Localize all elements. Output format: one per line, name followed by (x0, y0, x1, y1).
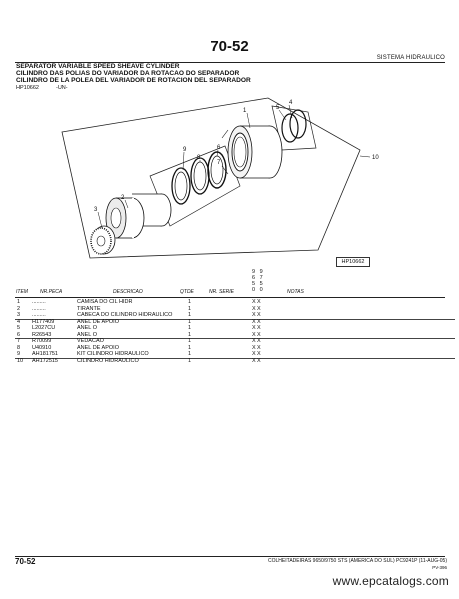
model-9750-mark: X (257, 357, 261, 364)
model-9750-mark: X (257, 344, 261, 351)
model-header-row-3: 5 5 (252, 281, 265, 287)
part-quantity: 1 (188, 305, 192, 312)
cylinder-barrel (222, 126, 282, 178)
callout-1: 1 (243, 108, 247, 114)
part-quantity: 1 (188, 312, 192, 318)
part-quantity: 1 (188, 299, 192, 305)
callout-3: 3 (94, 207, 98, 213)
model-9750-mark: X (257, 351, 261, 357)
model-9750-mark: X (257, 325, 261, 331)
column-header-part: NR.PECA (40, 289, 63, 295)
model-9650-mark: X (252, 344, 256, 351)
table-row (15, 358, 455, 365)
callout-10: 10 (372, 155, 379, 161)
model-9750-mark: X (257, 299, 261, 305)
part-number: ......... (32, 312, 46, 318)
item-number: 7 (17, 338, 21, 344)
model-9650-mark: X (252, 312, 256, 318)
model-9750-mark: X (257, 318, 261, 325)
column-header-notes: NOTAS (287, 289, 304, 295)
model-9750-mark: X (257, 338, 261, 344)
part-number: R70099 (32, 338, 52, 344)
cylinder-head (91, 226, 115, 254)
footer-page-number: 70-52 (15, 557, 36, 566)
callout-6: 6 (217, 145, 221, 151)
part-number: ......... (32, 305, 46, 312)
model-header-row-4: 0 0 (252, 287, 265, 293)
part-quantity: 1 (188, 357, 192, 364)
item-number: 8 (17, 344, 21, 351)
model-header-row-2: 6 7 (252, 275, 265, 281)
item-number: 3 (17, 312, 21, 318)
callout-5: 5 (276, 105, 280, 111)
part-description: VEDACAO (77, 338, 104, 344)
part-quantity: 1 (188, 318, 192, 325)
column-header-description: DESCRICAO (113, 289, 143, 295)
table-header-divider (15, 297, 445, 298)
part-description: ANEL DE APOIO (77, 318, 119, 325)
title-english: SEPARATOR VARIABLE SPEED SHEAVE CYLINDER (16, 63, 180, 70)
part-quantity: 1 (188, 351, 192, 357)
item-number: 4 (17, 318, 21, 325)
model-9650-mark: X (252, 318, 256, 325)
item-number: 6 (17, 331, 21, 338)
callout-9: 9 (183, 147, 187, 153)
part-number: U40910 (32, 344, 52, 351)
callout-7: 7 (217, 160, 221, 166)
part-description: CILINDRO HIDRAULICO (77, 357, 139, 364)
figure-label: HP10662 (336, 257, 370, 267)
model-9650-mark: X (252, 331, 256, 338)
title-spanish: CILINDRO DE LA POLEA DEL VARIADOR DE ROTACION DEL SEPARADOR (16, 77, 251, 84)
model-9650-mark: X (252, 351, 256, 357)
column-header-item: ITEM (16, 289, 28, 295)
part-number: R26543 (32, 331, 52, 338)
item-number: 1 (17, 299, 21, 305)
column-header-qty: QTDE (180, 289, 194, 295)
footer-publication: COLHEITADEIRAS 9650/9750 STS (AMERICA DO SUL) PC9241P (11-AUG-05) (268, 558, 447, 564)
part-description: KIT CILINDRO HIDRAULICO (77, 351, 149, 357)
figure-reference-suffix: -UN- (56, 85, 68, 91)
footer-code: PV-396 (432, 565, 447, 570)
model-9650-mark: X (252, 325, 256, 331)
model-9750-mark: X (257, 312, 261, 318)
part-description: CAMISA DO CIL HIDR (77, 299, 133, 305)
model-9750-mark: X (257, 331, 261, 338)
watermark-link[interactable]: www.epcatalogs.com (332, 574, 449, 588)
model-header-row-1: 9 9 (252, 269, 265, 275)
page-title: 70-52 (210, 38, 249, 55)
section-name: SISTEMA HIDRAULICO (376, 55, 445, 61)
title-portuguese: CILINDRO DAS POLIAS DO VARIADOR DA ROTACAO DO SEPARADOR (16, 70, 240, 77)
part-number: AH172515 (32, 357, 58, 364)
part-description: TIRANTE (77, 305, 101, 312)
part-number: L2027CU (32, 325, 56, 331)
model-9650-mark: X (252, 357, 256, 364)
callout-2: 2 (121, 195, 125, 201)
callout-4: 4 (289, 100, 293, 106)
model-9650-mark: X (252, 299, 256, 305)
item-number: 9 (17, 351, 21, 357)
figure-reference: HP10662 (16, 85, 39, 91)
callout-8: 8 (197, 155, 201, 161)
piston-rod (106, 194, 171, 238)
footer-divider (15, 556, 445, 557)
part-quantity: 1 (188, 331, 192, 338)
part-quantity: 1 (188, 325, 192, 331)
item-number: 2 (17, 305, 21, 312)
part-number: AH181751 (32, 351, 58, 357)
part-quantity: 1 (188, 344, 192, 351)
part-quantity: 1 (188, 338, 192, 344)
exploded-parts-diagram (0, 92, 459, 267)
part-description: ANEL DE APOIO (77, 344, 119, 351)
model-9650-mark: X (252, 305, 256, 312)
part-number: ......... (32, 299, 46, 305)
part-description: CABECA DO CILINDRO HIDRAULICO (77, 312, 173, 318)
item-number: 5 (17, 325, 21, 331)
part-number: H177409 (32, 318, 55, 325)
part-description: ANEL O (77, 331, 97, 338)
column-header-serial: NR. SERIE (209, 289, 235, 295)
part-description: ANEL O (77, 325, 97, 331)
model-9750-mark: X (257, 305, 261, 312)
model-9650-mark: X (252, 338, 256, 344)
item-number: 10 (17, 357, 24, 364)
